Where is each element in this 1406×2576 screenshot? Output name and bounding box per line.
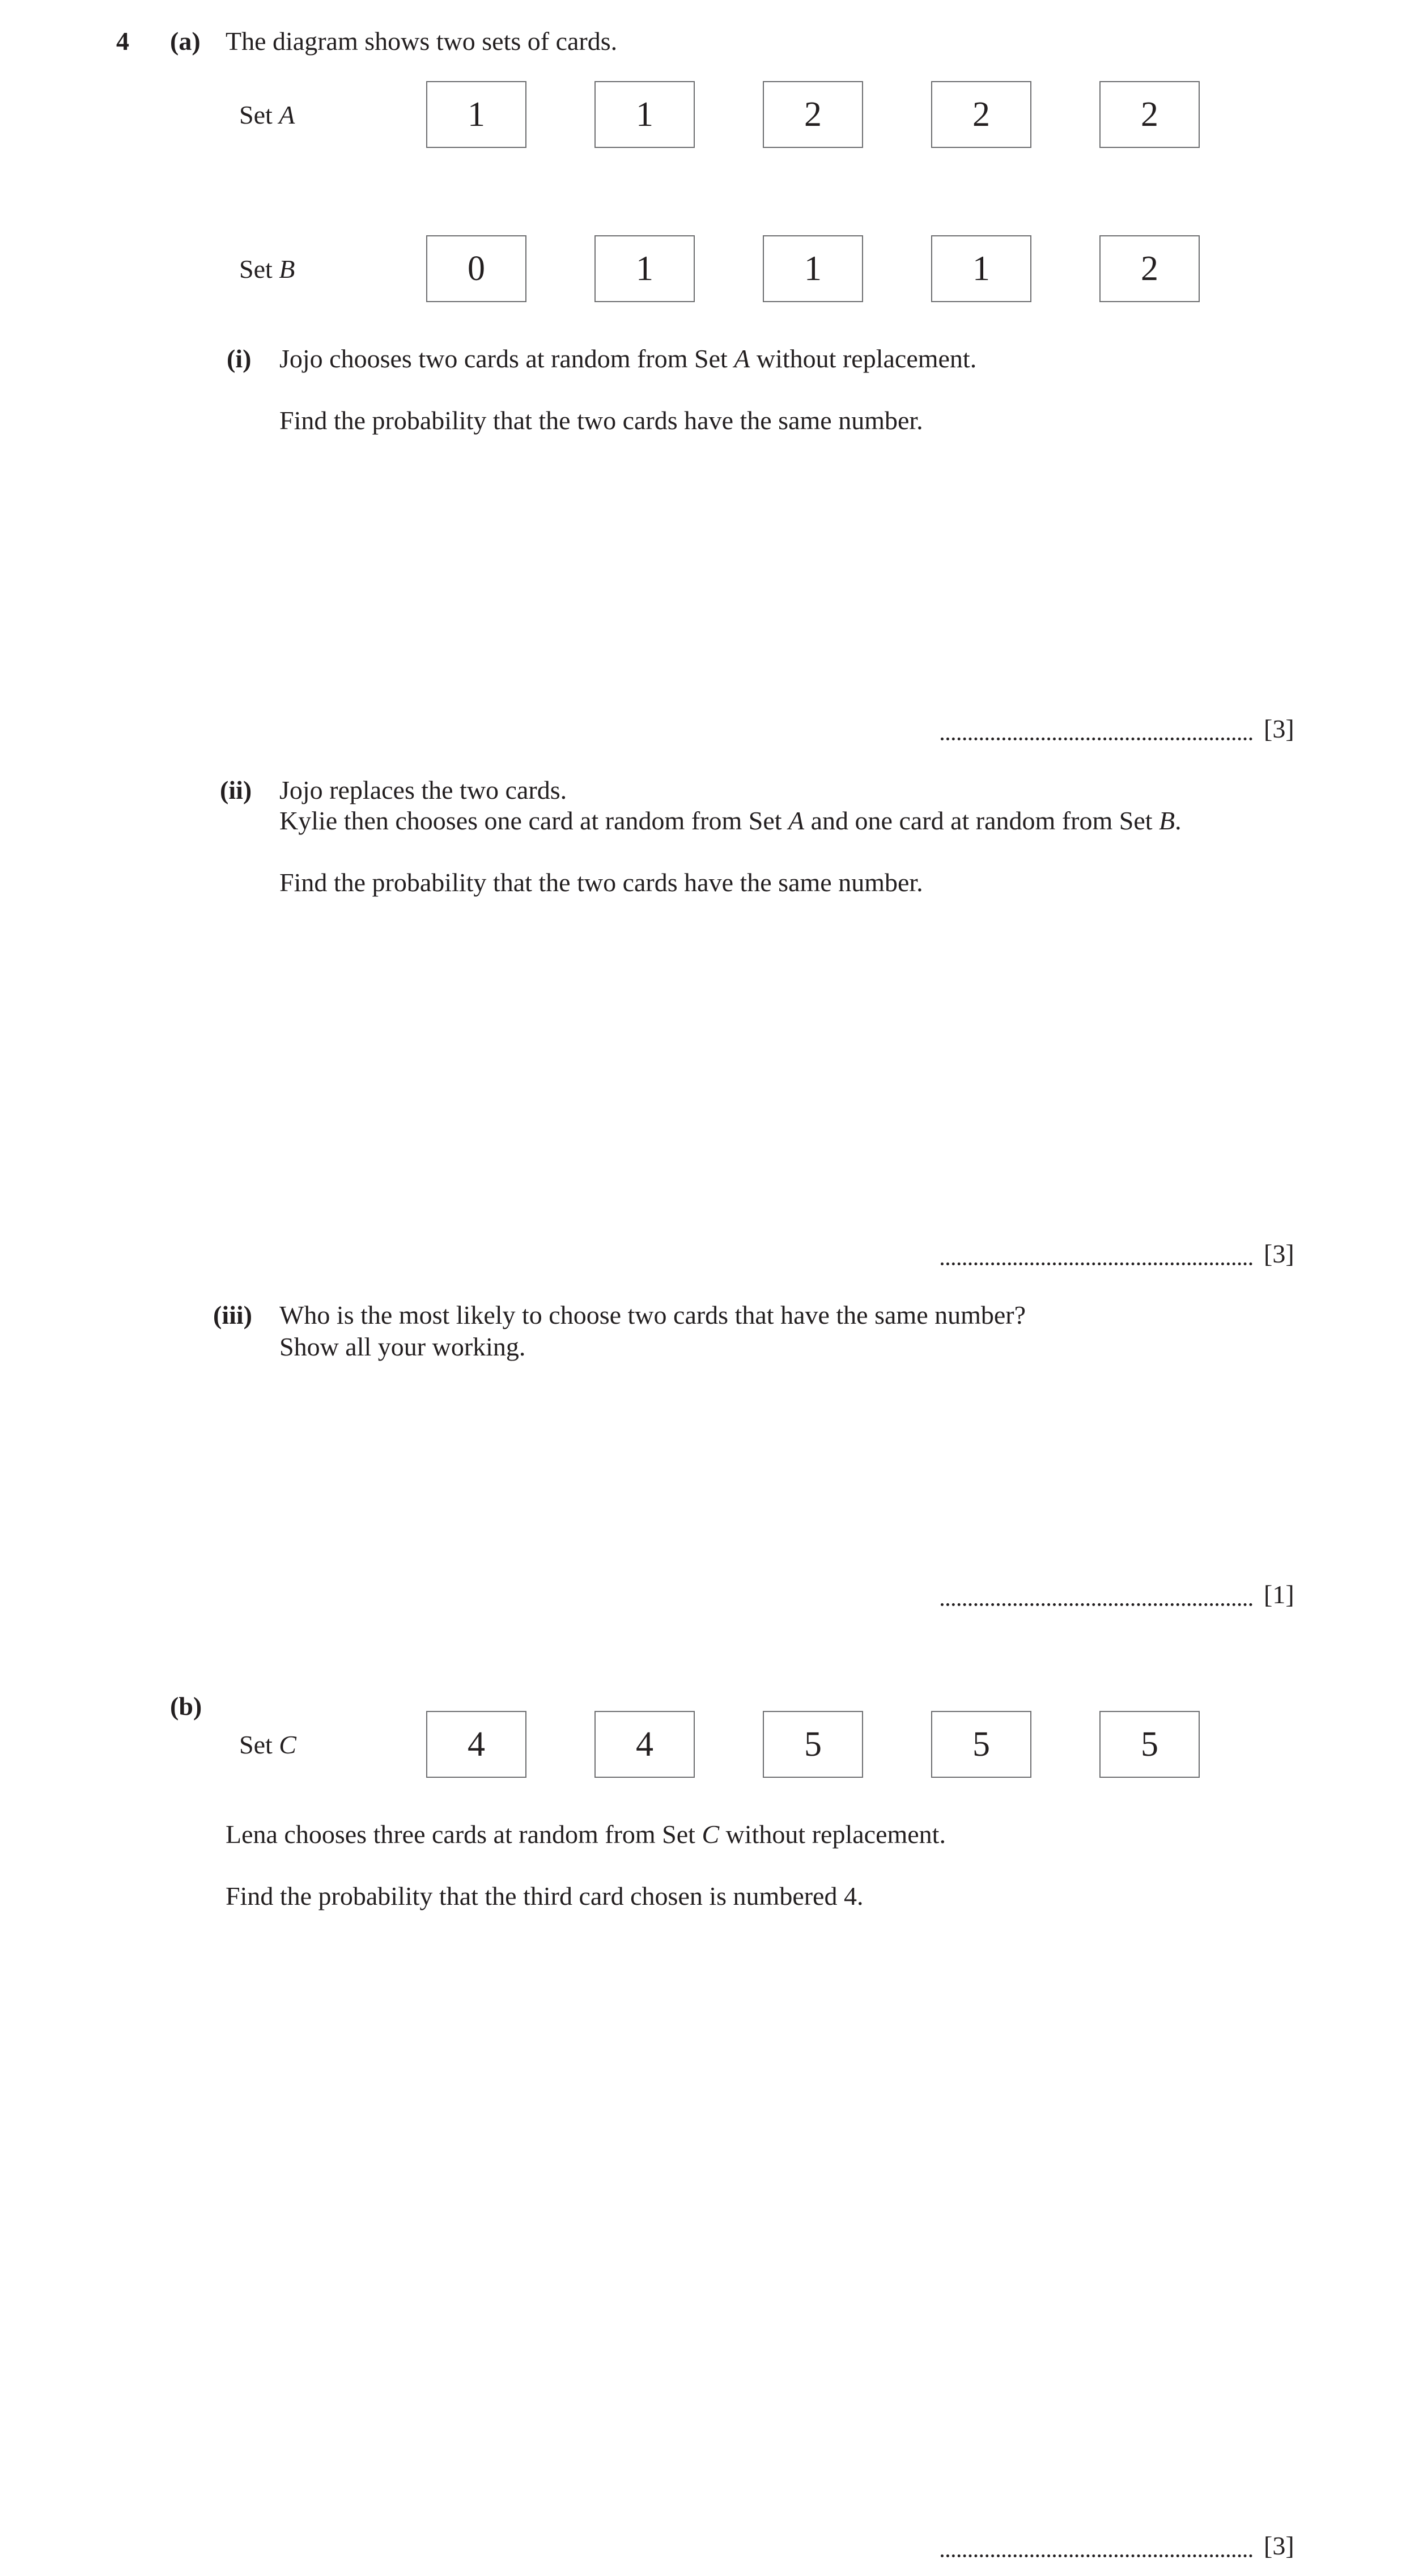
part-b-answer-line[interactable] — [941, 2554, 1252, 2557]
set-a-card-5: 2 — [1099, 81, 1200, 148]
set-b-card-5: 2 — [1099, 235, 1200, 302]
part-b-label: (b) — [170, 1692, 202, 1721]
set-b-card-2: 1 — [594, 235, 695, 302]
sub-iii-line1: Who is the most likely to choose two cards that have the same number? — [279, 1300, 1026, 1329]
set-c-card-4: 5 — [931, 1711, 1031, 1778]
sub-ii-line2: Kylie then chooses one card at random from Set A and one card at random from Set B. — [279, 806, 1182, 835]
sub-i-line1: Jojo chooses two cards at random from Set A without replacement. — [279, 344, 977, 373]
sub-ii-answer-line[interactable] — [941, 1262, 1252, 1265]
set-a-card-4: 2 — [931, 81, 1031, 148]
sub-iii-marks: [1] — [1264, 1580, 1294, 1609]
part-b-marks: [3] — [1264, 2531, 1294, 2560]
set-b-card-4: 1 — [931, 235, 1031, 302]
set-a-label: Set A — [239, 100, 295, 129]
set-a-card-3: 2 — [763, 81, 863, 148]
sub-iii-answer-line[interactable] — [941, 1603, 1252, 1606]
sub-ii-marks: [3] — [1264, 1239, 1294, 1268]
sub-ii-line3: Find the probability that the two cards have the same number. — [279, 868, 923, 897]
part-a-intro: The diagram shows two sets of cards. — [226, 27, 618, 56]
part-b-line1: Lena chooses three cards at random from Set C without replacement. — [226, 1820, 946, 1849]
set-c-card-3: 5 — [763, 1711, 863, 1778]
set-b-card-3: 1 — [763, 235, 863, 302]
sub-i-marks: [3] — [1264, 714, 1294, 743]
set-b-label: Set B — [239, 255, 295, 283]
part-a-label: (a) — [170, 27, 201, 56]
sub-i-answer-line[interactable] — [941, 738, 1252, 740]
set-c-label: Set C — [239, 1730, 296, 1759]
set-a-card-2: 1 — [594, 81, 695, 148]
sub-i-label: (i) — [227, 344, 252, 373]
sub-i-line2: Find the probability that the two cards have the same number. — [279, 406, 923, 435]
sub-ii-line1: Jojo replaces the two cards. — [279, 776, 567, 804]
sub-iii-line2: Show all your working. — [279, 1332, 526, 1361]
set-a-card-1: 1 — [426, 81, 526, 148]
set-c-card-1: 4 — [426, 1711, 526, 1778]
set-c-card-2: 4 — [594, 1711, 695, 1778]
set-c-card-5: 5 — [1099, 1711, 1200, 1778]
part-b-line2: Find the probability that the third card chosen is numbered 4. — [226, 1882, 864, 1910]
set-b-card-1: 0 — [426, 235, 526, 302]
sub-ii-label: (ii) — [220, 776, 252, 804]
sub-iii-label: (iii) — [213, 1300, 252, 1329]
question-number: 4 — [116, 27, 129, 56]
